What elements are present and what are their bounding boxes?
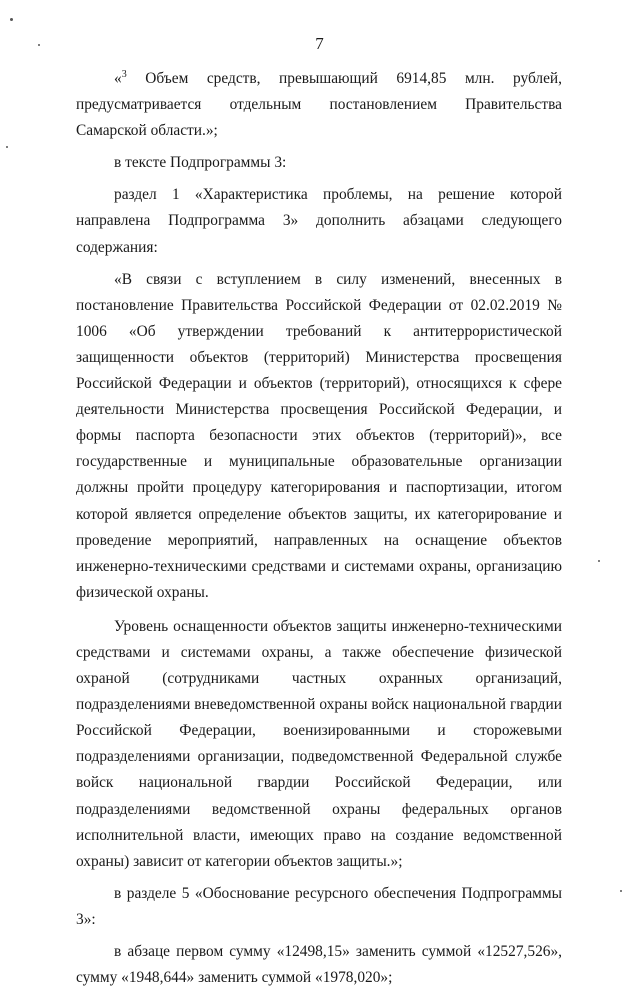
- scan-speck: [6, 146, 8, 148]
- document-body: [76, 66, 562, 991]
- paragraph-inserted-text-2: Уровень оснащенности объектов защиты инженерно-техническими средствами и системами охраны, а также обеспечение физической охраной (сотрудниками частных охранных организаций, подразделениями вневедомственной охраны войск национальной гвардии Российской Федерации, военизированными и сторожевыми подразделениями организации, подведомственной Федеральной службе войск национальной гвардии Российской Федерации, или подразделениями ведомственной охраны федеральных органов исполнительной власти, имеющих право на создание ведомственной охраны) зависит от категории объектов защиты.»;: [76, 617, 562, 870]
- paragraph-subprogram-intro: в тексте Подпрограммы 3:: [114, 154, 287, 172]
- quote-open: «: [114, 70, 122, 87]
- footnote-marker: 3: [121, 68, 127, 80]
- paragraph-funding-note: [76, 66, 562, 144]
- page-number: 7: [315, 34, 324, 53]
- paragraph-funding-text: Объем средств, превышающий 6914,85 млн. рублей, предусматривается отдельным постановлением Правительства Самарской области.»;: [76, 70, 562, 140]
- scan-speck: [620, 890, 622, 892]
- scan-speck: [10, 18, 13, 21]
- scan-speck: [38, 44, 40, 46]
- scan-speck: [598, 560, 600, 562]
- paragraph-section1-amend: раздел 1 «Характеристика проблемы, на решение которой направлена Подпрограмма 3» дополнить абзацами следующего содержания:: [76, 186, 562, 256]
- paragraph-inserted-text-1: «В связи с вступлением в силу изменений, внесенных в постановление Правительства Российской Федерации от 02.02.2019 № 1006 «Об утверждении требований к антитеррористической защищенности объектов (территорий) Министерства просвещения Российской Федерации и объектов (территорий), относящихся к сфере деятельности Министерства просвещения Российской Федерации, и формы паспорта безопасности этих объектов (территорий)», все государственные и муниципальные образовательные организации должны пройти процедуру категорирования и паспортизации, итогом которой является определение объектов защиты, их категорирование и проведение мероприятий, направленных на оснащение объектов инженерно-техническими средствами и системами охраны, организацию физической охраны.: [76, 270, 562, 601]
- paragraph-section5-amend: в разделе 5 «Обоснование ресурсного обеспечения Подпрограммы 3»:: [76, 884, 562, 928]
- paragraph-sum-replacement: в абзаце первом сумму «12498,15» заменить суммой «12527,526», сумму «1948,644» заменить суммой «1978,020»;: [76, 943, 562, 987]
